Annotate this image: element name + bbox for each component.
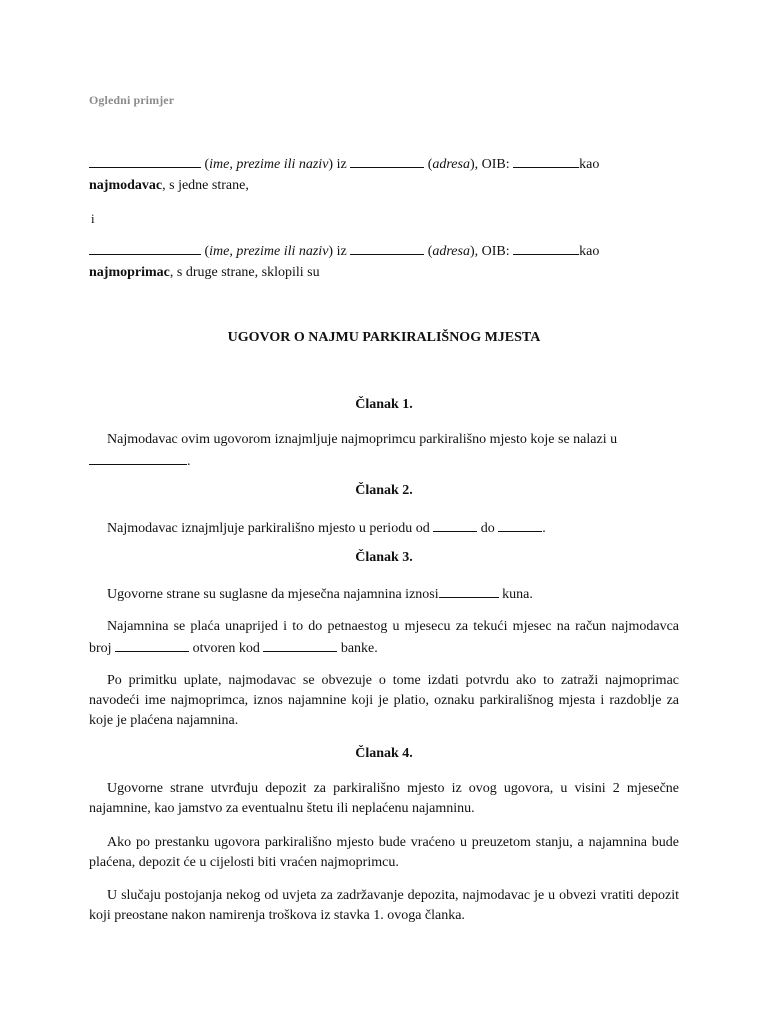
party2-oib-blank[interactable] [513, 240, 579, 255]
party2-side: , s druge strane, sklopili su [169, 265, 320, 280]
party2-name-hint: ime, prezime ili naziv [209, 244, 329, 259]
article-2-from-blank[interactable] [433, 517, 477, 532]
party2-role: najmoprimac [89, 265, 170, 280]
party2-clause: (ime, prezime ili naziv) iz (adresa), OIB: kao najmoprimac, s druge strane, sklopili su [89, 240, 689, 283]
party1-address-hint: adresa [432, 157, 470, 172]
article-3-paragraph-3 [89, 671, 679, 731]
party2-name-blank[interactable] [89, 240, 201, 255]
article-3-kuna: kuna. [498, 587, 533, 602]
and-connector: i [91, 211, 95, 226]
party1-clause: (ime, prezime ili naziv) iz (adresa), OIB: kao najmodavac, s jedne strane, [89, 153, 689, 196]
article-3-opened-at: otvoren kod [189, 641, 264, 656]
article-4-retention-text: U slučaju postojanja nekog od uvjeta za zadržavanje depozita, najmodavac je u obvezi vratiti depozit koji preostane nakon namirenja troškova iz stavka 1. ovoga članka. [89, 888, 679, 923]
article-2-heading: Članak 2. [355, 483, 413, 498]
article-3-account-blank[interactable] [115, 637, 189, 652]
party2-from: ) iz [328, 244, 351, 259]
article-3-rent-text: Ugovorne strane su suglasne da mjesečna najamnina iznosi [107, 587, 439, 602]
party1-oib-blank[interactable] [513, 153, 579, 168]
article-1-paragraph-1 [89, 430, 679, 472]
article-4-paragraph-2 [89, 833, 679, 873]
party1-side: , s jedne strane, [162, 178, 249, 193]
contract-title: UGOVOR O NAJMU PARKIRALIŠNOG MJESTA [227, 330, 541, 345]
article-2-text: Najmodavac iznajmljuje parkirališno mjesto u periodu od [107, 521, 434, 536]
article-4-return-text: Ako po prestanku ugovora parkirališno mjesto bude vraćeno u preuzetom stanju, a najamnina bude plaćena, depozit će u cijelosti biti vraćen najmoprimcu. [89, 835, 679, 870]
article-4-paragraph-1 [89, 779, 679, 819]
article-1-end: . [187, 454, 191, 469]
party2-address-blank[interactable] [350, 240, 424, 255]
article-3-paragraph-2 [89, 617, 679, 659]
party1-from: ) iz [328, 157, 351, 172]
article-3-payment-text: Najamnina se plaća unaprijed i to do petnaestog u mjesecu za tekući mjesec na račun najmodavca broj [89, 619, 679, 656]
article-3-receipt-text: Po primitku uplate, najmodavac se obvezuje o tome izdati potvrdu ako to zatraži najmoprimac navodeći ime najmoprimca, iznos najamnine koji je platio, oznaku parkirališnog mjesta i razdoblje za koje je plaćena najamnina. [89, 673, 679, 728]
party2-as: kao [579, 244, 600, 259]
article-2-end: . [542, 521, 546, 536]
party1-oib-label: ), OIB: [469, 157, 514, 172]
party1-name-blank[interactable] [89, 153, 201, 168]
party2-oib-label: ), OIB: [469, 244, 514, 259]
article-3-rent-blank[interactable] [439, 583, 499, 598]
party1-address-blank[interactable] [350, 153, 424, 168]
article-1-location-blank[interactable] [89, 450, 187, 465]
article-2-paragraph-1 [89, 517, 679, 539]
party1-name-hint: ime, prezime ili naziv [209, 157, 329, 172]
article-1-text: Najmodavac ovim ugovorom iznajmljuje najmoprimcu parkirališno mjesto koje se nalazi u [107, 432, 618, 447]
article-3-heading: Članak 3. [355, 550, 413, 565]
article-4-deposit-text: Ugovorne strane utvrđuju depozit za parkirališno mjesto iz ovog ugovora, u visini 2 mjesečne najamnine, kao jamstvo za eventualnu štetu ili neplaćenu najamninu. [89, 781, 679, 816]
party1-as: kao [579, 157, 600, 172]
article-2-to-blank[interactable] [498, 517, 542, 532]
sample-label: Ogledni primjer [89, 93, 175, 107]
article-4-heading: Članak 4. [355, 746, 413, 761]
article-4-paragraph-3 [89, 886, 679, 926]
article-1-heading: Članak 1. [355, 397, 413, 412]
article-3-paragraph-1 [89, 583, 679, 605]
party2-address-hint: adresa [432, 244, 470, 259]
article-3-bank-blank[interactable] [263, 637, 337, 652]
article-3-bank-word: banke. [337, 641, 378, 656]
article-2-to: do [477, 521, 499, 536]
party1-role: najmodavac [89, 178, 163, 193]
